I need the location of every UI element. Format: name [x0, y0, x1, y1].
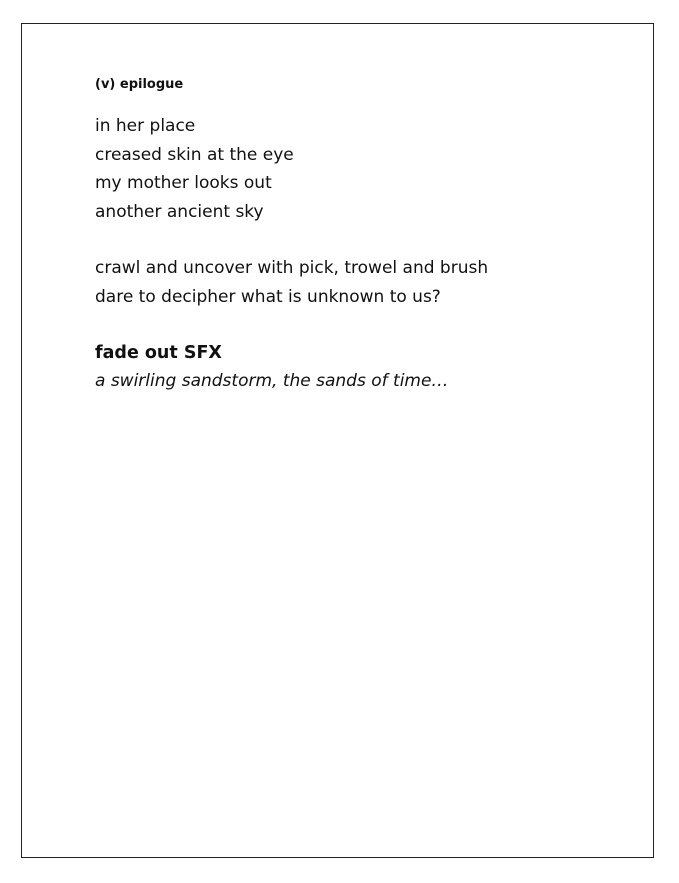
stanza-2 — [95, 254, 615, 311]
poem-line: creased skin at the eye — [95, 144, 294, 165]
stanza-1 — [95, 112, 615, 226]
poem-line: dare to decipher what is unknown to us? — [95, 286, 441, 307]
sfx-description: a swirling sandstorm, the sands of time… — [95, 371, 449, 391]
poem-line: my mother looks out — [95, 173, 272, 193]
poem-line: crawl and uncover with pick, trowel and brush — [95, 258, 489, 278]
poem-line: in her place — [95, 116, 196, 136]
document-page — [21, 23, 654, 858]
sfx-title: fade out SFX — [95, 343, 222, 363]
poem-content — [95, 76, 615, 395]
poem-line: another ancient sky — [95, 201, 264, 222]
sfx-block — [95, 339, 615, 395]
section-heading: (v) epilogue — [95, 77, 184, 92]
